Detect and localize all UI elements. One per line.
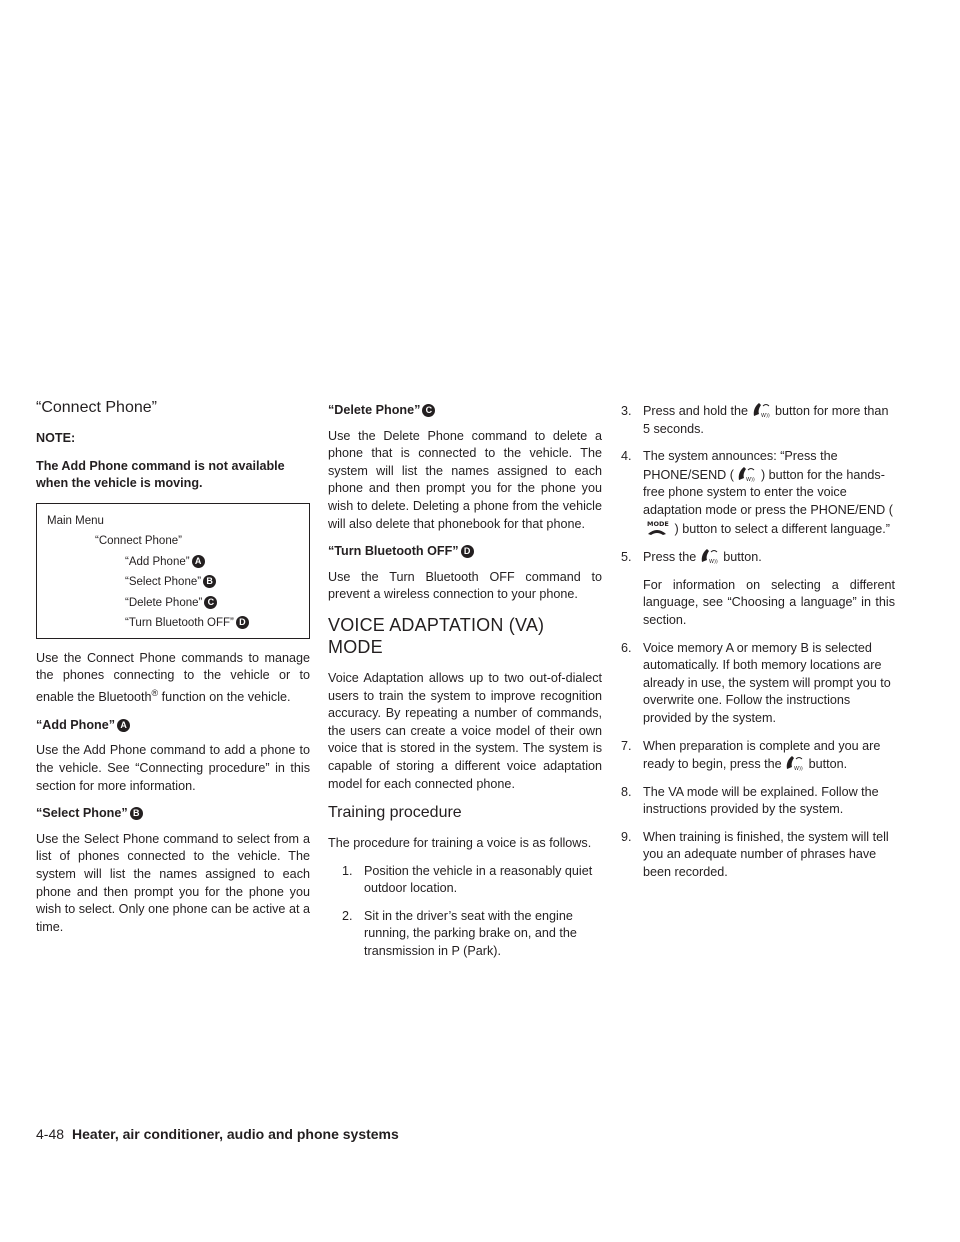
note-text: The Add Phone command is not available when the vehicle is moving. [36,458,285,491]
delete-phone-text: Use the Delete Phone command to delete a phone that is connected to the vehicle. The system will list the names assigned to each phone and then prompt you for the phone you wish to delete. Deleting a phone from the vehicle will also delete that phonebook for that phone. [328,428,602,531]
svg-text:W)): W)) [760,413,770,418]
step-text-end: button. [808,757,848,772]
step-text: When training is finished, the system will tell you an adequate number of phrases have been recorded. [643,829,889,880]
step-text: The system announces: “Press the PHONE/SEND ( [643,449,838,482]
list-item [328,863,602,898]
turn-bluetooth-off-label: “Turn Bluetooth OFF” [328,544,459,559]
menu-tree-box [36,503,310,639]
svg-text:W)): W)) [708,559,718,565]
step-5-note: For information on selecting a different language, see “Choosing a language” in this section. [643,577,895,627]
registered-mark: ® [151,687,159,698]
step-text: Press the [643,550,697,565]
menu-item-add-phone [47,552,299,573]
list-item [621,640,895,728]
column-2 [328,402,602,971]
step-number: 5. [621,550,632,565]
voice-adaptation-heading: VOICE ADAPTATION (VA) MODE [328,614,545,657]
badge-a-icon: A [117,719,130,732]
step-number: 8. [621,784,632,799]
phone-send-icon [700,548,720,564]
page-footer [36,1125,399,1143]
list-item [621,738,895,774]
step-text: When preparation is complete and you are ready to begin, press the [643,738,881,772]
select-phone-label: “Select Phone” [36,806,128,821]
step-text-end: ) button to select a different language.” [674,521,890,536]
add-phone-text: Use the Add Phone command to add a phone to the vehicle. See “Connecting procedure” in this section for more information. [36,743,310,793]
phone-send-icon [785,755,805,771]
badge-b-icon: B [130,807,143,820]
training-procedure-heading: Training procedure [328,804,462,822]
step-text-mid: ) button for the hands-free phone system to enter the voice adaptation mode or press the PHONE/END ( [643,467,893,517]
menu-item-label: “Turn Bluetooth OFF” [125,617,234,630]
voice-adaptation-text: Voice Adaptation allows up to two out-of-dialect users to train the system to improve recognition accuracy. By repeating a number of commands, the users can create a voice model of their own voice that is stored in the system. The system is capable of storing a different voice adaptation model for each connected phone. [328,670,602,791]
phone-send-icon [752,402,772,418]
intro-text: Use the Connect Phone commands to manage the phones connecting to the vehicle or to enable the Bluetooth [36,650,310,705]
menu-root: Main Menu [47,514,104,527]
step-text-end: button. [723,550,762,565]
add-phone-heading [36,717,310,735]
step-number: 1. [342,863,353,878]
step-text: Position the vehicle in a reasonably quiet outdoor location. [364,863,593,896]
badge-c-icon: C [422,404,435,417]
step-text: Sit in the driver’s seat with the engine running, the parking brake on, and the transmission in P (Park). [364,908,577,959]
mode-icon-text: MODE [647,519,669,528]
step-text: Voice memory A or memory B is selected automatically. If both memory locations are already in use, the system will prompt you to overwrite one. Follow the instructions provided by the system. [643,640,891,725]
menu-item-turn-bluetooth-off [47,613,299,634]
menu-level-connect-phone: “Connect Phone” [95,535,182,548]
add-phone-label: “Add Phone” [36,717,116,732]
list-item [621,448,895,538]
step-number: 4. [621,449,632,464]
svg-text:W)): W)) [794,766,803,772]
delete-phone-heading [328,402,602,420]
connect-phone-intro [36,650,310,707]
page-number: 4-48 [36,1126,65,1142]
step-number: 6. [621,640,632,655]
step-text-end: button for more than 5 seconds. [643,404,889,436]
training-intro: The procedure for training a voice is as follows. [328,836,592,851]
section-heading-connect-phone: “Connect Phone” [36,399,157,416]
menu-item-delete-phone [47,593,299,614]
menu-item-label: “Delete Phone” [125,596,203,609]
badge-a-icon: A [192,555,205,568]
intro-text-end: function on the vehicle. [158,690,291,705]
step-number: 9. [621,829,632,844]
badge-d-icon: D [461,545,474,558]
step-number: 2. [342,908,353,923]
step-number: 7. [621,738,632,753]
menu-item-label: “Add Phone” [125,555,190,568]
step-text: Press and hold the [643,404,749,418]
column-1 [36,398,310,946]
svg-text:W)): W)) [746,476,756,482]
menu-item-select-phone [47,572,299,593]
badge-d-icon: D [236,616,249,629]
select-phone-text: Use the Select Phone command to select from a list of phones connected to the vehicle. The system will list the names assigned to each phone and then prompt you for the phone you wish to select. Only one phone can be active at a time. [36,831,310,934]
list-item [621,548,895,567]
select-phone-heading [36,805,310,823]
menu-item-label: “Select Phone” [125,576,202,589]
list-item [621,402,895,438]
badge-c-icon: C [204,596,217,609]
turn-bluetooth-off-heading [328,543,602,561]
list-item [621,784,895,819]
phone-end-mode-icon [643,520,671,536]
turn-bluetooth-off-text: Use the Turn Bluetooth OFF command to prevent a wireless connection to your phone. [328,569,602,602]
step-number: 3. [621,404,632,418]
footer-title: Heater, air conditioner, audio and phone systems [72,1126,399,1142]
list-item [621,829,895,882]
note-label: NOTE: [36,431,76,445]
phone-send-icon [737,466,757,482]
list-item [328,908,602,961]
training-steps-list [328,863,602,961]
delete-phone-label: “Delete Phone” [328,403,421,417]
badge-b-icon: B [203,575,216,588]
step-text: The VA mode will be explained. Follow the instructions provided by the system. [643,784,879,817]
column-3 [621,402,895,892]
training-steps-continued [621,402,895,882]
